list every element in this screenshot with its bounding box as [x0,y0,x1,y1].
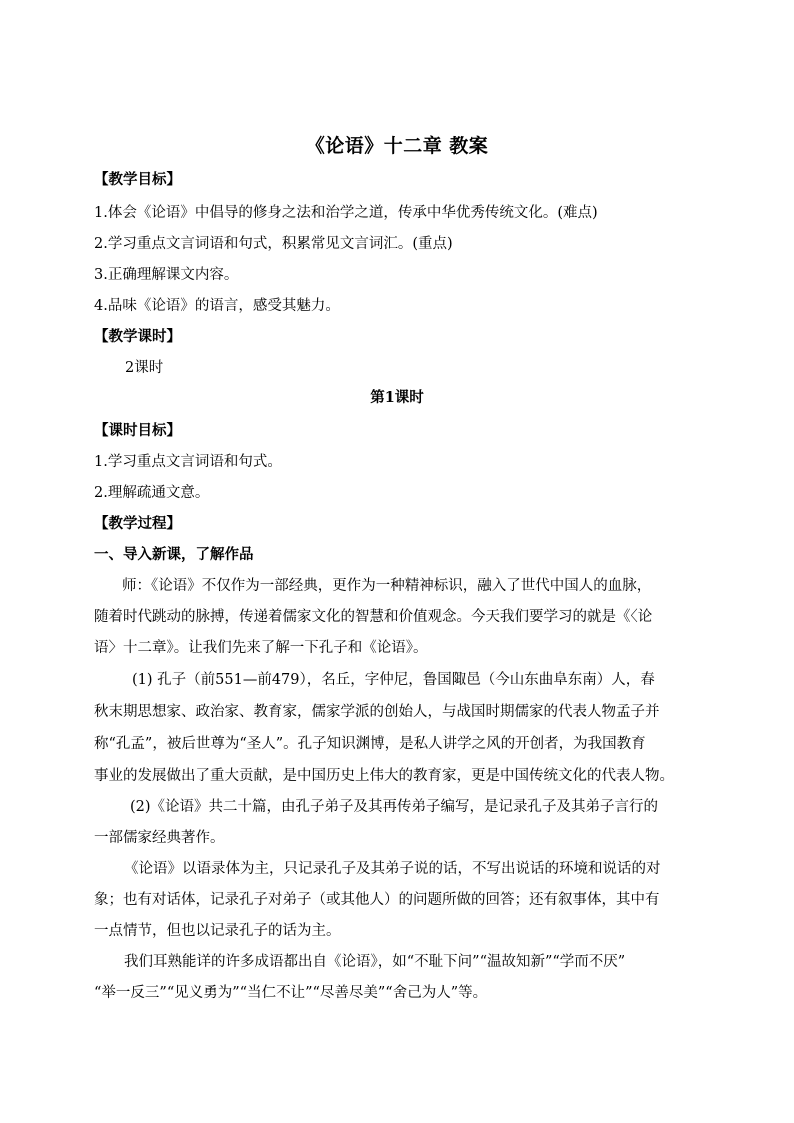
goal-item: 3.正确理解课文内容。 [94,267,239,283]
lesson-goal-item: 2.理解疏通文意。 [94,485,210,501]
paragraph-line: 一点情节，但也以记录孔子的话为主。 [94,923,341,939]
goal-item: 4.品味《论语》的语言，感受其魅力。 [94,298,340,314]
paragraph-line: 我们耳熟能详的许多成语都出自《论语》，如“不耻下问”“温故知新”“学而不厌” [124,954,626,970]
paragraph-line: 事业的发展做出了重大贡献，是中国历史上伟大的教育家，更是中国传统文化的代表人物。 [94,768,674,784]
paragraph-line: “举一反三”“见义勇为”“当仁不让”“尽善尽美”“舍己为人”等。 [94,985,488,1001]
document-title: 《论语》十二章 教案 [305,135,489,157]
paragraph-line: (1) 孔子（前551—前479），名丘，字仲尼，鲁国陬邑（今山东曲阜东南）人，春 [132,672,655,688]
lesson-goals-heading: 【课时目标】 [94,422,181,439]
hours-value: 2课时 [125,360,164,376]
goal-item: 1.体会《论语》中倡导的修身之法和治学之道，传承中华优秀传统文化。(难点) [94,205,598,221]
process-heading: 【教学过程】 [94,515,181,532]
paragraph-line: 随着时代跳动的脉搏，传递着儒家文化的智慧和价值观念。今天我们要学习的就是《〈论 [94,609,653,625]
section1-heading: 一、导入新课，了解作品 [94,546,254,563]
paragraph-line: 一部儒家经典著作。 [94,830,225,846]
paragraph-line: 称“孔孟”，被后世尊为“圣人”。孔子知识渊博，是私人讲学之风的开创者，为我国教育 [94,736,646,752]
goals-heading: 【教学目标】 [94,171,181,188]
lesson1-heading: 第1课时 [370,389,424,406]
lesson-goal-item: 1.学习重点文言词语和句式。 [94,454,282,470]
paragraph-line: 语〉十二章》。让我们先来了解一下孔子和《论语》。 [94,640,428,656]
paragraph-line: 《论语》以语录体为主，只记录孔子及其弟子说的话，不写出说话的环境和说话的对 [124,861,661,877]
paragraph-line: (2)《论语》共二十篇，由孔子弟子及其再传弟子编写，是记录孔子及其弟子言行的 [130,799,659,815]
hours-heading: 【教学课时】 [94,328,181,345]
paragraph-line: 师：《论语》不仅作为一部经典，更作为一种精神标识，融入了世代中国人的血脉， [122,578,652,594]
goal-item: 2.学习重点文言词语和句式，积累常见文言词汇。(重点) [94,236,453,252]
paragraph-line: 秋末期思想家、政治家、教育家，儒家学派的创始人，与战国时期儒家的代表人物孟子并 [94,704,660,720]
paragraph-line: 象；也有对话体，记录孔子对弟子（或其他人）的问题所做的回答；还有叙事体，其中有 [94,892,660,908]
